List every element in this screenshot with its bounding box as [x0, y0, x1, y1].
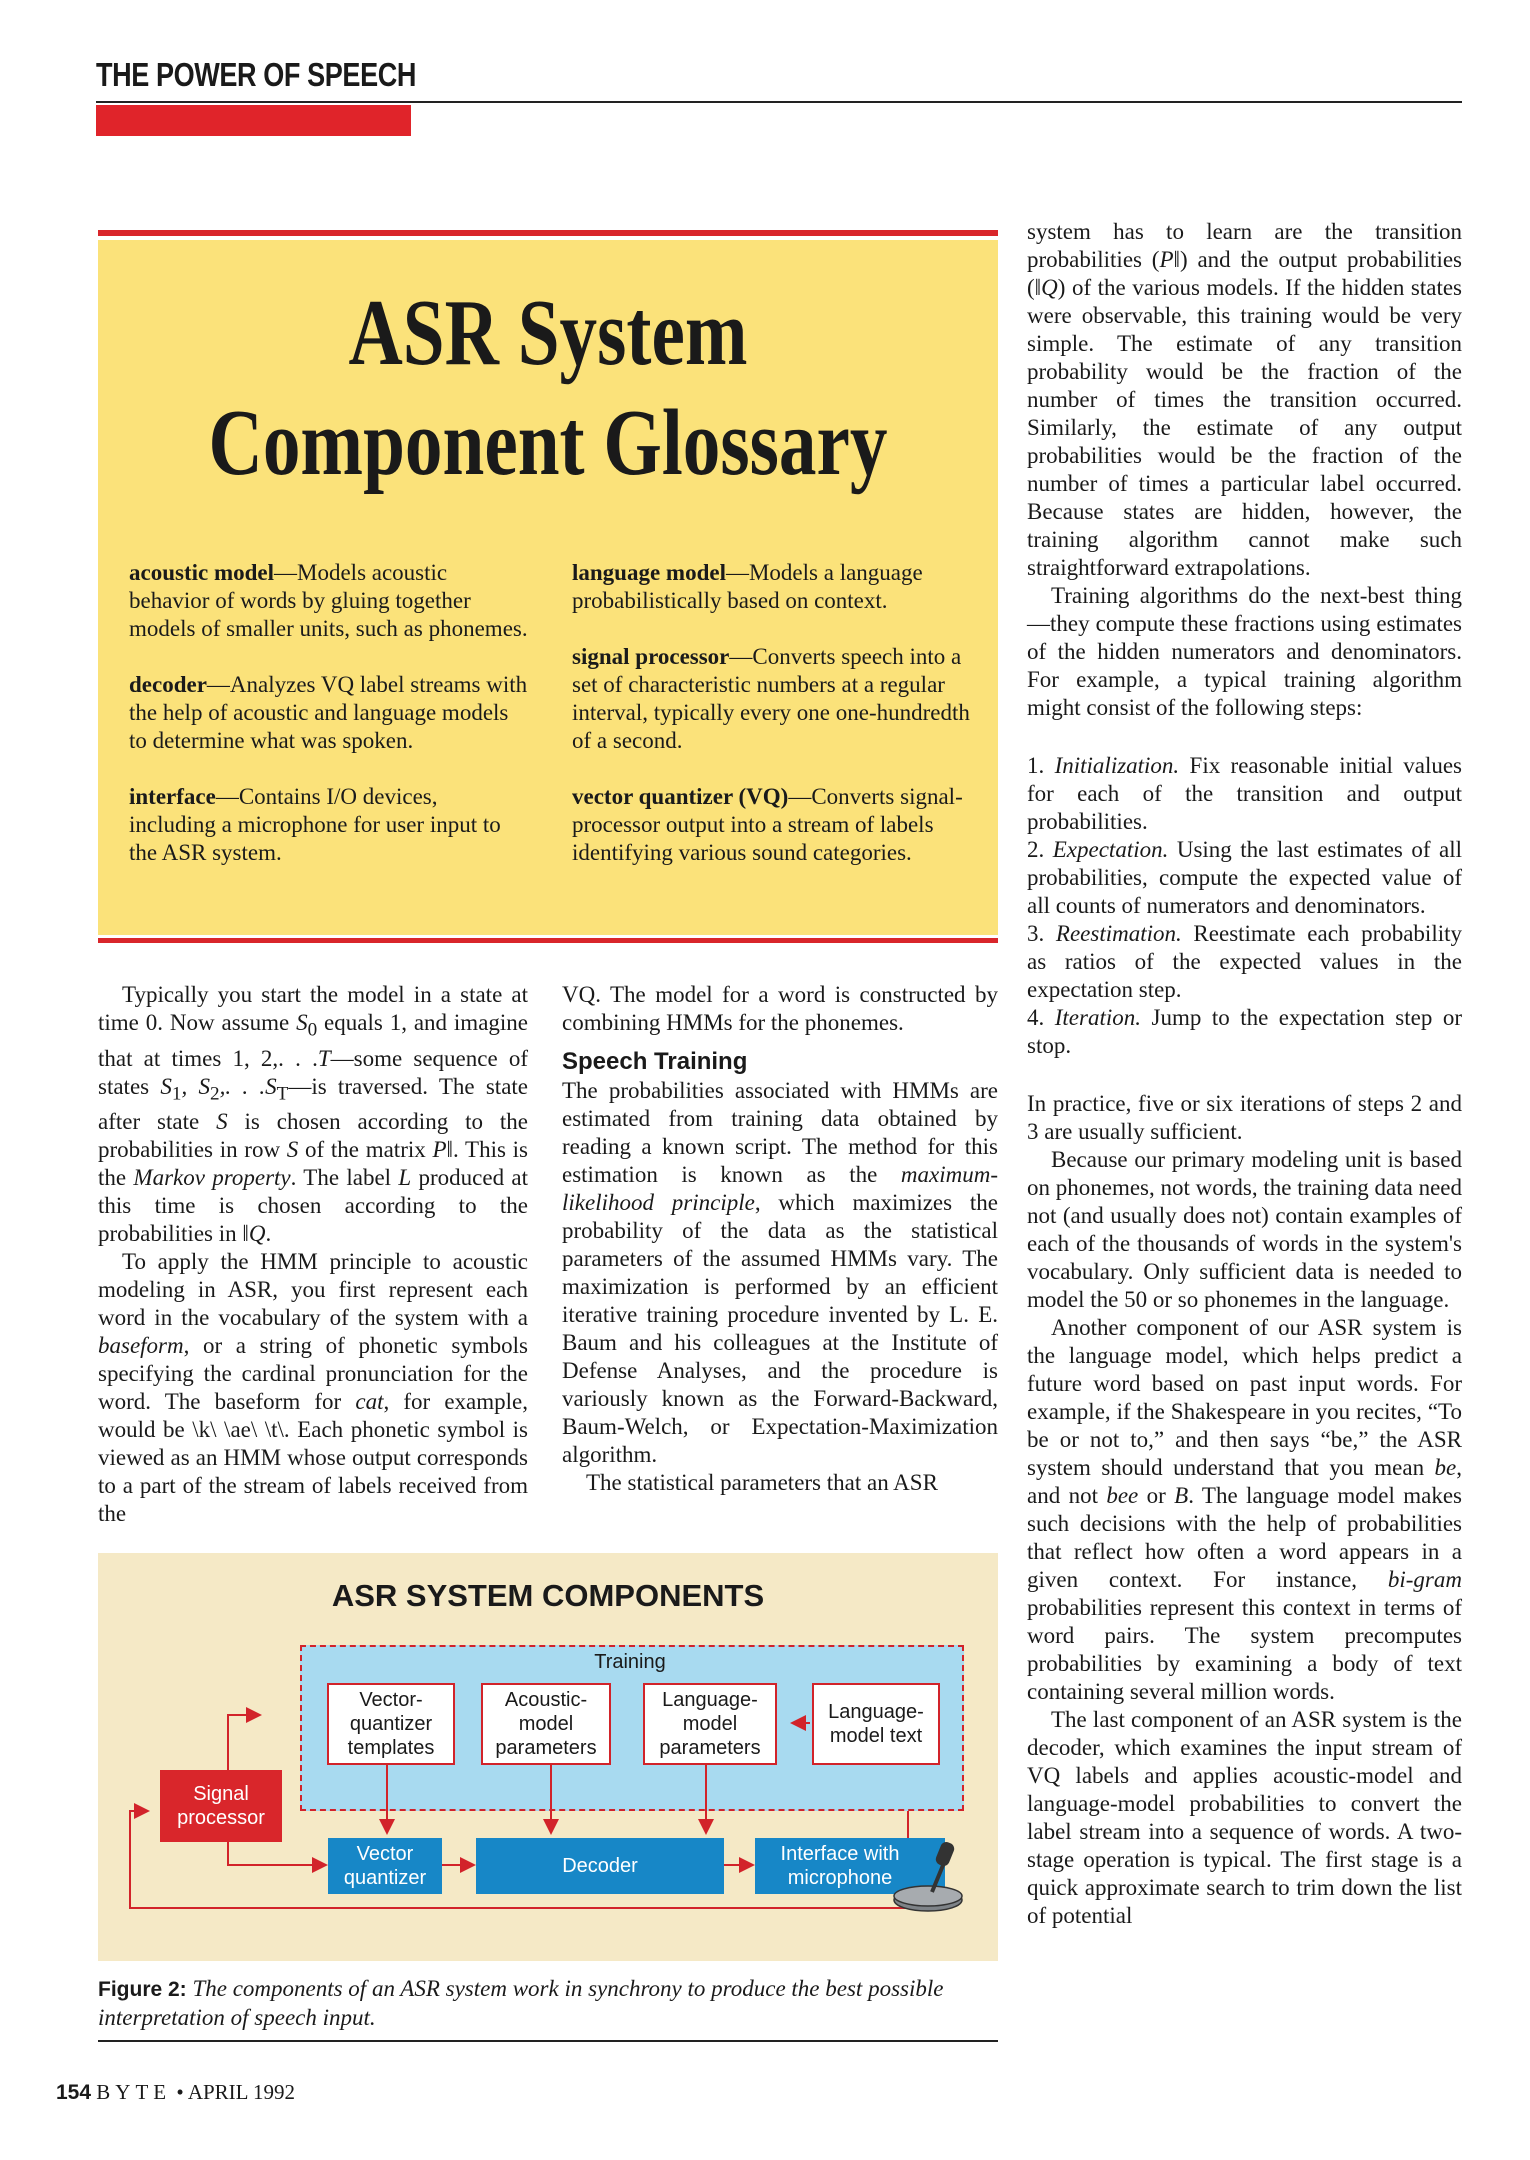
issue-date: APRIL 1992	[187, 2080, 295, 2104]
box-decoder: Decoder	[476, 1838, 724, 1894]
body-column-2	[562, 981, 998, 1497]
box-vq-templates: Vector-quantizer templates	[327, 1683, 455, 1765]
paragraph: In practice, five or six iterations of steps 2 and 3 are usually sufficient.	[1027, 1091, 1462, 1144]
magazine-name: BYTE	[96, 2080, 172, 2104]
caption-label: Figure 2:	[98, 1978, 187, 2001]
glossary-entry: interface—Contains I/O devices, including a microphone for user input to the ASR system.	[129, 784, 501, 865]
paragraph: The statistical parameters that an ASR	[586, 1470, 938, 1495]
header-accent-bar	[96, 105, 411, 136]
glossary-bottom-rule	[98, 938, 998, 943]
paragraph: system has to learn are the transition probabilities (Pǁ) and the output probabilities (ǁQ) of the various models. If the hidden states were observable, this training would be very simple. The estimate of any transition probability would be the fraction of the number of times the transition occurred. Similarly, the estimate of any output probabilities would be the fraction of the number of times a particular label occurred. Because states are hidden, however, the training algorithm cannot make such straightforward extrapolations.	[1027, 219, 1463, 580]
glossary-entry: acoustic model—Models acoustic behavior of words by gluing together models of smaller units, such as phonemes.	[129, 560, 528, 641]
figure-caption	[98, 1975, 998, 2032]
body-column-1	[98, 981, 528, 1528]
list-item: 2. Expectation. Using the last estimates of all probabilities, compute the expected value of all counts of numerators and denominators.	[1027, 837, 1463, 918]
box-acoustic-parameters: Acoustic-model parameters	[481, 1683, 611, 1765]
paragraph: Typically you start the model in a state at time 0. Now assume $S_0$ equals 1, and imagine that at times 1, 2,. . .T—some sequence of states $S_1$, $S_2$,. . $.S_T—is$ traversed. The state after state S is chosen according to the probabilities in row S of the matrix Pǁ. This is the Markov property. The label L produced at this time is chosen according to the probabilities in ǁQ.	[98, 982, 529, 1247]
paragraph: Another component of our ASR system is the language model, which helps predict a future word based on past input words. For example, if the Shakespeare in you recites, “To be or not to,” and then says “be,” the ASR system should understand that you mean be, and not bee or B. The language model makes such decisions with the help of probabilities that reflect how often a word appears in a given context. For instance, bi-gram probabilities represent this context in terms of word pairs. The system precomputes probabilities by examining a body of text containing several million words.	[1027, 1315, 1462, 1704]
training-steps-list	[1027, 752, 1462, 1060]
glossary-title	[188, 278, 908, 498]
list-item: 1. Initialization. Fix reasonable initial values for each of the transition and output probabilities.	[1027, 753, 1462, 834]
microphone-icon	[888, 1840, 970, 1916]
paragraph: Because our primary modeling unit is based on phonemes, not words, the training data need not (and usually does not) contain examples of each of the thousands of words in the system's vocabulary. Only sufficient data is needed to model the 50 or so phonemes in the language.	[1027, 1147, 1462, 1312]
paragraph: The probabilities associated with HMMs are estimated from training data obtained by reading a known script. The method for this estimation is known as the maximum-likelihood principle, which maximizes the probability of the data as the statistical parameters of the assumed HMMs vary. The maximization is performed by an efficient iterative training procedure invented by L. E. Baum and his colleagues at the Institute of Defense Analyses, and the procedure is variously known as the Forward-Backward, Baum-Welch, or Expectation-Maximization algorithm.	[562, 1078, 998, 1467]
box-language-text: Language-model text	[812, 1683, 940, 1765]
paragraph: To apply the HMM principle to acoustic modeling in ASR, you first represent each word in the vocabulary of the system with a baseform, or a string of phonetic symbols specifying the cardinal pronunciation for the word. The baseform for cat, for example, would be \k\ \ae\ \t\. Each phonetic symbol is viewed as an HMM whose output corresponds to a part of the stream of labels received from the	[98, 1249, 528, 1527]
paragraph: Training algorithms do the next-best thing—they compute these fractions using estimates of the hidden numerators and denominators. For example, a typical training algorithm might consist of the following steps:	[1027, 583, 1462, 720]
box-signal-processor: Signal processor	[160, 1770, 282, 1842]
glossary-entry: language model—Models a language probabilistically based on context.	[572, 560, 923, 613]
glossary-title-line2: Component Glossary	[208, 391, 888, 495]
list-item: 4. Iteration. Jump to the expectation step or stop.	[1027, 1005, 1463, 1058]
list-item: 3. Reestimation. Reestimate each probability as ratios of the expected values in the expectation step.	[1027, 921, 1462, 1002]
subheading: Speech Training	[562, 1048, 748, 1075]
glossary-title-line1: ASR System	[348, 281, 748, 385]
footer-separator: •	[176, 2080, 184, 2104]
connector-signal-to-training	[218, 1715, 260, 1776]
glossary-top-rule	[98, 230, 998, 236]
header-rule	[96, 101, 1462, 103]
glossary-entry: vector quantizer (VQ)—Converts signal-processor output into a stream of labels identifying various sound categories.	[572, 784, 963, 865]
box-vector-quantizer: Vector quantizer	[328, 1838, 442, 1894]
box-language-parameters: Language-model parameters	[643, 1683, 777, 1765]
page-number: 154	[56, 2081, 92, 2104]
paragraph: VQ. The model for a word is constructed by combining HMMs for the phonemes.	[562, 982, 998, 1035]
body-column-3	[1027, 218, 1462, 1930]
box-interface: Interface with microphone	[755, 1838, 945, 1894]
caption-text: The components of an ASR system work in synchrony to produce the best possible interpretation of speech input.	[98, 1976, 944, 2030]
glossary-left-column	[129, 559, 529, 895]
glossary-right-column	[572, 559, 972, 895]
training-label: Training	[594, 1651, 666, 1673]
page-footer	[56, 2080, 295, 2105]
figure-heading: ASR SYSTEM COMPONENTS	[331, 1578, 765, 1613]
paragraph: The last component of an ASR system is the decoder, which examines the input stream of VQ labels and applies acoustic-model and language-model probabilities to convert the label stream into a sequence of words. A two-stage operation is typical. The first stage is a quick approximate search to trim down the list of potential	[1027, 1707, 1462, 1928]
figure-bottom-rule	[98, 2040, 998, 2042]
section-title: THE POWER OF SPEECH	[96, 56, 416, 93]
glossary-entry: signal processor—Converts speech into a set of characteristic numbers at a regular interval, typically every one one-hundredth of a second.	[572, 644, 970, 753]
glossary-entry: decoder—Analyzes VQ label streams with the help of acoustic and language models to determine what was spoken.	[129, 672, 528, 753]
